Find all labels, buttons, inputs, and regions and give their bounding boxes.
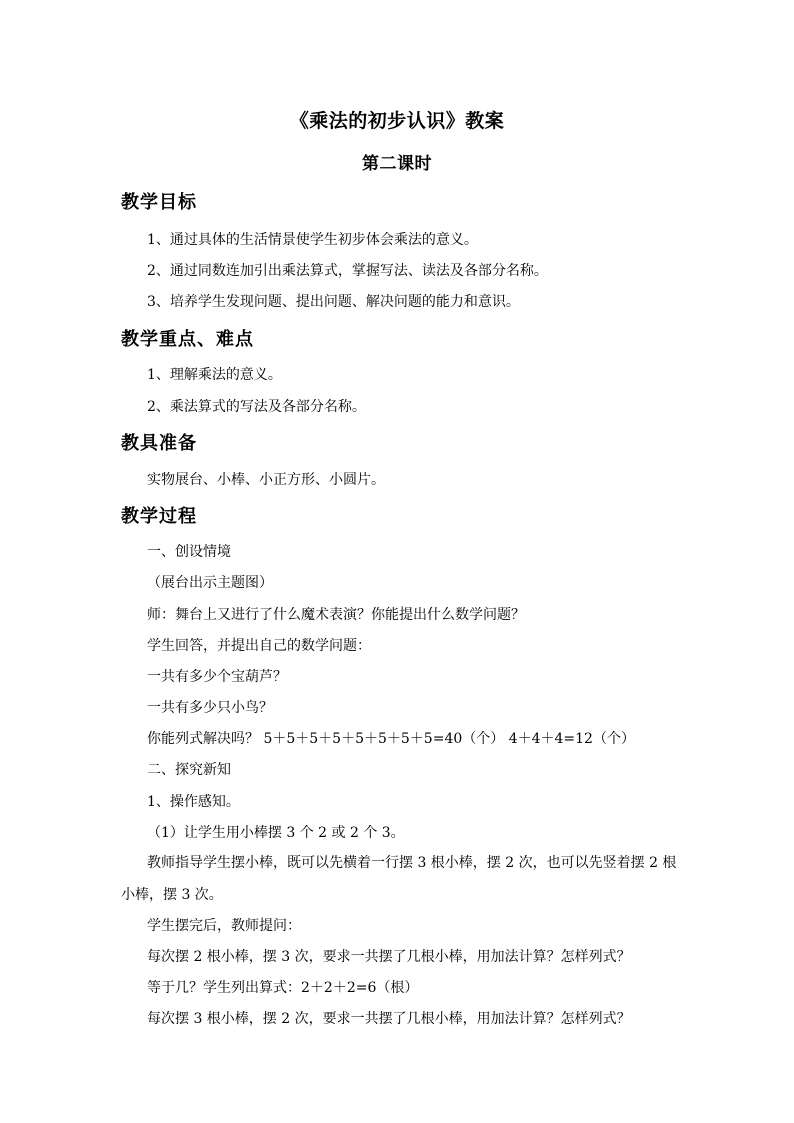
paragraph: 等于几？学生列出算式：2＋2＋2=6（根）: [147, 980, 419, 996]
section-heading-process: 教学过程: [121, 506, 197, 527]
paragraph: 你能列式解决吗？ 5＋5＋5＋5＋5＋5＋5＋5=40（个） 4＋4＋4=12（个）: [147, 731, 635, 747]
paragraph: 师：舞台上又进行了什么魔术表演？你能提出什么数学问题？: [147, 607, 525, 623]
paragraph: 学生回答，并提出自己的数学问题：: [147, 638, 371, 654]
paragraph: 学生摆完后，教师提问：: [147, 918, 301, 934]
paragraph: （1）让学生用小棒摆 3 个 2 或 2 个 3。: [147, 825, 405, 841]
paragraph: 1、操作感知。: [147, 794, 240, 810]
paragraph: 一、创设情境: [147, 544, 231, 560]
paragraph: （展台出示主题图）: [147, 575, 273, 591]
paragraph: 二、探究新知: [147, 762, 231, 778]
paragraph: 实物展台、小棒、小正方形、小圆片。: [147, 472, 385, 488]
paragraph: 1、理解乘法的意义。: [147, 367, 282, 383]
paragraph: 每次摆 2 根小棒，摆 3 次，要求一共摆了几根小棒，用加法计算？怎样列式？: [147, 949, 631, 965]
paragraph: 1、通过具体的生活情景使学生初步体会乘法的意义。: [147, 232, 478, 248]
paragraph: 每次摆 3 根小棒，摆 2 次，要求一共摆了几根小棒，用加法计算？怎样列式？: [147, 1011, 631, 1027]
section-heading-objectives: 教学目标: [121, 192, 197, 213]
paragraph: 一共有多少只小鸟？: [147, 700, 273, 716]
document-subtitle: 第二课时: [362, 154, 432, 174]
section-heading-key-points: 教学重点、难点: [121, 329, 254, 350]
document-title: 《乘法的初步认识》教案: [289, 110, 505, 132]
paragraph: 2、乘法算式的写法及各部分名称。: [147, 399, 366, 415]
paragraph: 3、培养学生发现问题、提出问题、解决问题的能力和意识。: [147, 294, 520, 310]
section-heading-materials: 教具准备: [121, 433, 197, 454]
paragraph: 教师指导学生摆小棒，既可以先横着一行摆 3 根小棒，摆 2 次，也可以先竖着摆 2 根小棒，摆 3 次。: [121, 855, 677, 903]
paragraph: 2、通过同数连加引出乘法算式，掌握写法、读法及各部分名称。: [147, 263, 548, 279]
paragraph: 一共有多少个宝葫芦？: [147, 669, 287, 685]
